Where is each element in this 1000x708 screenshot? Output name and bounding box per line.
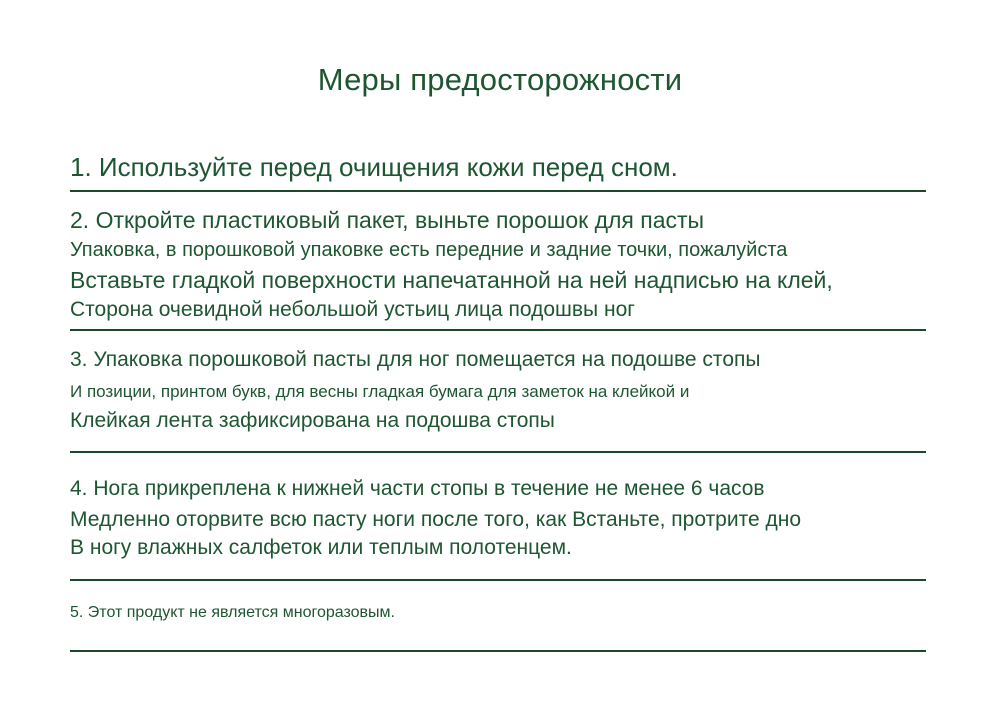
item-2-line-2: Упаковка, в порошковой упаковке есть передние и задние точки, пожалуйста [70,239,788,261]
divider-1 [70,190,926,192]
divider-3 [70,451,926,453]
precaution-item-2 [70,207,930,327]
item-2-line-1: 2. Откройте пластиковый пакет, выньте порошок для пасты [70,207,705,233]
item-5-line-1: 5. Этот продукт не является многоразовым. [70,604,395,621]
page-title: Меры предосторожности [317,62,683,97]
divider-4 [70,579,926,581]
item-4-line-3: В ногу влажных салфеток или теплым полотенцем. [70,536,572,559]
precaution-item-3 [70,348,930,438]
item-2-line-4: Сторона очевидной небольшой устьиц лица подошвы ног [70,298,635,321]
divider-2 [70,329,926,331]
item-3-line-1: 3. Упаковка порошковой пасты для ног помещается на подошве стопы [70,348,761,371]
item-1-line-1: 1. Используйте перед очищения кожи перед сном. [70,152,678,182]
precaution-item-5 [70,604,930,628]
item-4-line-1: 4. Нога прикреплена к нижней части стопы в течение не менее 6 часов [70,477,765,500]
divider-5 [70,650,926,652]
precaution-item-1 [70,152,930,188]
item-4-line-2: Медленно оторвите всю пасту ноги после того, как Встаньте, протрите дно [70,508,802,531]
item-2-line-3: Вставьте гладкой поверхности напечатанной на ней надписью на клей, [70,267,833,293]
item-3-line-3: Клейкая лента зафиксирована на подошва стопы [70,409,555,432]
item-3-line-2: И позиции, принтом букв, для весны гладкая бумага для заметок на клейкой и [70,382,690,401]
precaution-item-4 [70,477,930,567]
